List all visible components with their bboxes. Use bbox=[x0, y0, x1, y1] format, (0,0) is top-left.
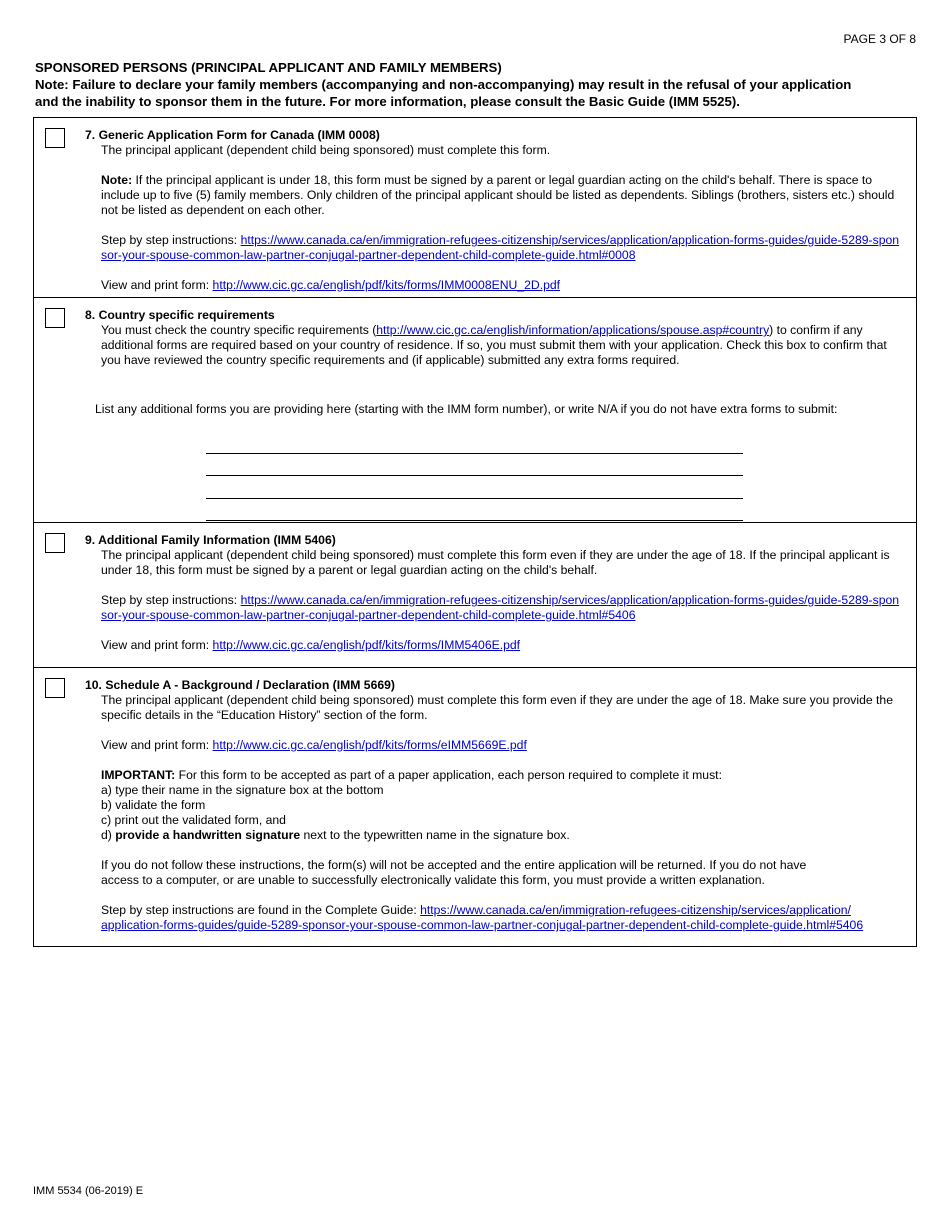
section-10-warning-line2: access to a computer, or are unable to successfully electronically validate this form, you must provide a written explanation. bbox=[101, 873, 765, 887]
header-note bbox=[35, 76, 915, 110]
section-8-list-prompt: List any additional forms you are providing here (starting with the IMM form number), or write N/A if you do not have extra forms to submit: bbox=[95, 402, 838, 416]
section-7-note bbox=[101, 173, 904, 218]
section-10-warning-line1: If you do not follow these instructions, the form(s) will not be accepted and the entire application will be returned. If you do not have bbox=[101, 858, 807, 872]
section-10-item-c: c) print out the validated form, and bbox=[101, 813, 286, 827]
section-7-description: The principal applicant (dependent child being sponsored) must complete this form. bbox=[101, 143, 551, 157]
section-10-item-b: b) validate the form bbox=[101, 798, 206, 812]
checklist-table bbox=[33, 117, 917, 947]
section-10-title-text: Schedule A - Background / Declaration (IMM 5669) bbox=[105, 678, 395, 692]
section-7-title bbox=[85, 128, 904, 143]
section-10 bbox=[34, 667, 916, 946]
section-10-important bbox=[101, 768, 904, 783]
section-10-title bbox=[85, 678, 904, 693]
section-7-view-link[interactable]: http://www.cic.gc.ca/english/pdf/kits/forms/IMM0008ENU_2D.pdf bbox=[212, 278, 561, 292]
section-7-step-link[interactable]: https://www.canada.ca/en/immigration-refugees-citizenship/services/application/application-forms-guides/guide-5289-sponsor-your-spouse-common-law-partner-conjugal-partner-dependent-child-complete-guide.html#0008 bbox=[101, 233, 900, 262]
section-9-step-label: Step by step instructions: bbox=[101, 593, 241, 607]
section-10-guide bbox=[101, 903, 904, 933]
section-10-item-d-bold: provide a handwritten signature bbox=[115, 828, 301, 842]
section-7-note-text: If the principal applicant is under 18, this form must be signed by a parent or legal guardian acting on the child's behalf. There is space to include up to five (5) family members. Only children of the principal applicant should be listed as dependents. Siblings (brothers, sisters etc.) should not be listed as dependent on each other. bbox=[101, 173, 895, 217]
page-title: SPONSORED PERSONS (PRINCIPAL APPLICANT AND FAMILY MEMBERS) bbox=[35, 60, 502, 75]
form-code-footer: IMM 5534 (06-2019) E bbox=[33, 1185, 144, 1197]
section-10-checkbox[interactable] bbox=[45, 678, 65, 698]
section-9-title-text: Additional Family Information (IMM 5406) bbox=[98, 533, 336, 547]
section-7-checkbox[interactable] bbox=[45, 128, 65, 148]
page-header bbox=[35, 60, 915, 110]
section-10-description: The principal applicant (dependent child being sponsored) must complete this form even if they are under the age of 18. Make sure you provide the specific details in the “Education History” section of the form. bbox=[101, 693, 893, 722]
section-10-item-d bbox=[101, 828, 904, 843]
section-8-number: 8. bbox=[85, 308, 96, 322]
section-9 bbox=[34, 522, 916, 667]
section-9-description: The principal applicant (dependent child being sponsored) must complete this form even if they are under the age of 18. If the principal applicant is under 18, this form must be signed by a parent or legal guardian acting on the child's behalf. bbox=[101, 548, 890, 577]
section-8 bbox=[34, 297, 916, 522]
section-9-step-link[interactable]: https://www.canada.ca/en/immigration-refugees-citizenship/services/application/application-forms-guides/guide-5289-sponsor-your-spouse-common-law-partner-conjugal-partner-dependent-child-complete-guide.html#5406 bbox=[101, 593, 900, 622]
section-9-checkbox[interactable] bbox=[45, 533, 65, 553]
section-7-title-text: Generic Application Form for Canada (IMM 0008) bbox=[98, 128, 380, 142]
section-9-number: 9. bbox=[85, 533, 96, 547]
section-10-item-d-rest: next to the typewritten name in the signature box. bbox=[300, 828, 570, 842]
section-8-country-link[interactable]: http://www.cic.gc.ca/english/information/applications/spouse.asp#country bbox=[376, 323, 770, 337]
section-10-guide-link-part2: application-forms-guides/guide-5289-sponsor-your-spouse-common-law-partner-conjugal-partner-dependent-child-complete-guide.html#5406 bbox=[101, 918, 864, 932]
additional-form-input-line[interactable] bbox=[206, 499, 743, 522]
section-10-view-link[interactable]: http://www.cic.gc.ca/english/pdf/kits/forms/eIMM5669E.pdf bbox=[212, 738, 527, 752]
section-7-view-form bbox=[101, 278, 904, 293]
section-7-step-label: Step by step instructions: bbox=[101, 233, 241, 247]
section-7-number: 7. bbox=[85, 128, 96, 142]
section-10-number: 10. bbox=[85, 678, 102, 692]
section-10-item-a: a) type their name in the signature box at the bottom bbox=[101, 783, 384, 797]
header-note-line2: and the inability to sponsor them in the future. For more information, please consult the Basic Guide (IMM 5525). bbox=[35, 94, 740, 109]
section-8-checkbox[interactable] bbox=[45, 308, 65, 328]
section-8-text-before: You must check the country specific requirements ( bbox=[101, 323, 377, 337]
page-number: PAGE 3 OF 8 bbox=[843, 32, 916, 46]
section-10-item-d-prefix: d) bbox=[101, 828, 116, 842]
additional-form-input-line[interactable] bbox=[206, 454, 743, 477]
section-9-step-instructions bbox=[101, 593, 904, 623]
section-10-view-label: View and print form: bbox=[101, 738, 213, 752]
section-7-step-instructions bbox=[101, 233, 904, 263]
section-10-guide-link-part1: https://www.canada.ca/en/immigration-refugees-citizenship/services/application/ bbox=[420, 903, 851, 917]
section-10-warning bbox=[101, 858, 904, 888]
section-9-title bbox=[85, 533, 904, 548]
section-7-view-label: View and print form: bbox=[101, 278, 213, 292]
section-8-title bbox=[85, 308, 904, 323]
section-8-text-after: ) to confirm if any additional forms are required based on your country of residence. If so, you must submit them with your application. Check this box to confirm that you have reviewed the country specific requirements and (if applicable) submitted any extra forms required. bbox=[101, 323, 887, 367]
section-10-important-text: For this form to be accepted as part of a paper application, each person required to complete it must: bbox=[175, 768, 722, 782]
additional-forms-lines bbox=[206, 431, 916, 521]
section-9-view-label: View and print form: bbox=[101, 638, 213, 652]
section-7-note-label: Note: bbox=[101, 173, 133, 187]
section-8-description bbox=[101, 323, 904, 368]
section-9-view-form bbox=[101, 638, 904, 653]
additional-form-input-line[interactable] bbox=[206, 431, 743, 454]
section-10-important-label: IMPORTANT: bbox=[101, 768, 176, 782]
header-note-line1: Note: Failure to declare your family members (accompanying and non-accompanying) may result in the refusal of your application bbox=[35, 77, 852, 92]
section-7 bbox=[34, 118, 916, 297]
section-8-title-text: Country specific requirements bbox=[98, 308, 275, 322]
additional-form-input-line[interactable] bbox=[206, 476, 743, 499]
section-9-view-link[interactable]: http://www.cic.gc.ca/english/pdf/kits/forms/IMM5406E.pdf bbox=[212, 638, 521, 652]
section-10-view-form bbox=[101, 738, 904, 753]
section-10-guide-label: Step by step instructions are found in the Complete Guide: bbox=[101, 903, 421, 917]
